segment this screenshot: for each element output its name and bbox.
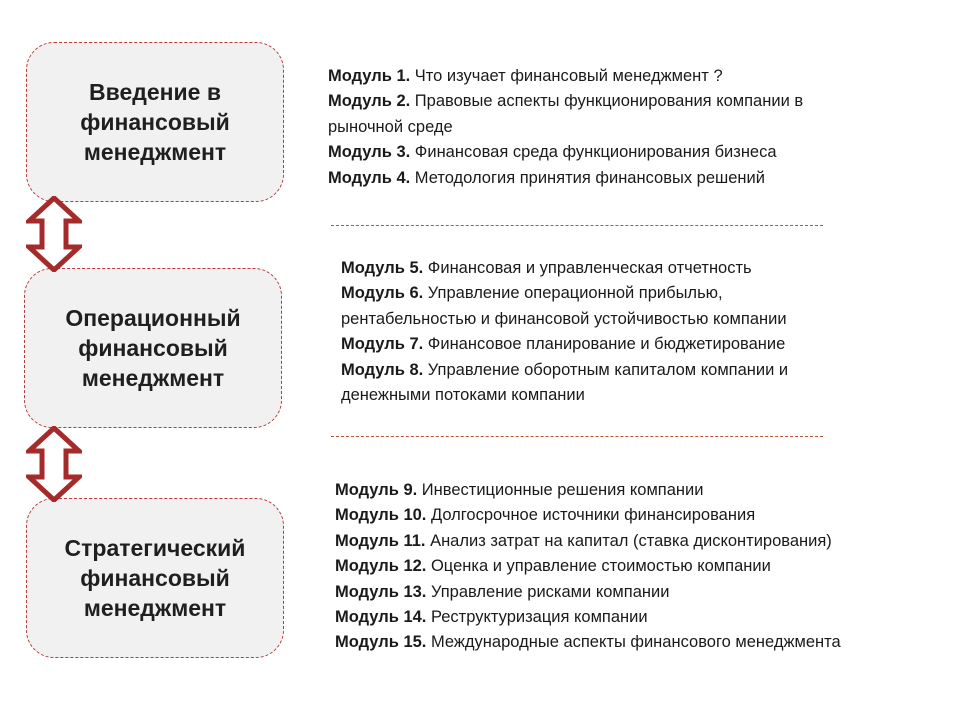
stage-box-strategic — [26, 498, 284, 658]
module-item-continuation: рыночной среде — [328, 117, 453, 136]
module-item: Модуль 10. Долгосрочное источники финансирования — [335, 506, 756, 525]
double-arrow-icon — [26, 426, 82, 502]
module-item: Модуль 8. Управление оборотным капиталом компании и — [341, 360, 789, 379]
section-divider — [331, 225, 823, 226]
module-item: Модуль 3. Финансовая среда функционирования бизнеса — [328, 143, 777, 162]
stage-title: Стратегический финансовый менеджмент — [64, 535, 246, 621]
module-item-continuation: денежными потоками компании — [341, 386, 585, 405]
stage-box-operational — [24, 268, 282, 428]
module-item: Модуль 9. Инвестиционные решения компании — [335, 481, 704, 499]
module-item: Модуль 14. Реструктуризация компании — [335, 608, 648, 627]
stage-title: Операционный финансовый менеджмент — [65, 305, 241, 391]
module-item: Модуль 4. Методология принятия финансовых решений — [328, 168, 765, 187]
module-item-continuation: рентабельностью и финансовой устойчивостью компании — [341, 309, 787, 328]
module-item: Модуль 7. Финансовое планирование и бюджетирование — [341, 335, 786, 354]
module-item: Модуль 1. Что изучает финансовый менеджмент ? — [328, 67, 723, 85]
module-item: Модуль 15. Международные аспекты финансового менеджмента — [335, 633, 841, 652]
module-item: Модуль 5. Финансовая и управленческая отчетность — [341, 259, 752, 277]
stage-title: Введение в финансовый менеджмент — [80, 79, 230, 165]
module-list-introduction — [328, 64, 928, 191]
module-item: Модуль 6. Управление операционной прибылью, — [341, 284, 723, 303]
section-divider — [331, 436, 823, 437]
module-item: Модуль 11. Анализ затрат на капитал (ставка дисконтирования) — [335, 531, 832, 550]
module-list-operational — [341, 256, 931, 408]
stage-box-introduction — [26, 42, 284, 202]
module-item: Модуль 12. Оценка и управление стоимостью компании — [335, 557, 771, 576]
module-item: Модуль 2. Правовые аспекты функционирования компании в — [328, 92, 804, 111]
module-item: Модуль 13. Управление рисками компании — [335, 582, 670, 601]
double-arrow-icon — [26, 196, 82, 272]
module-list-strategic — [335, 478, 945, 656]
